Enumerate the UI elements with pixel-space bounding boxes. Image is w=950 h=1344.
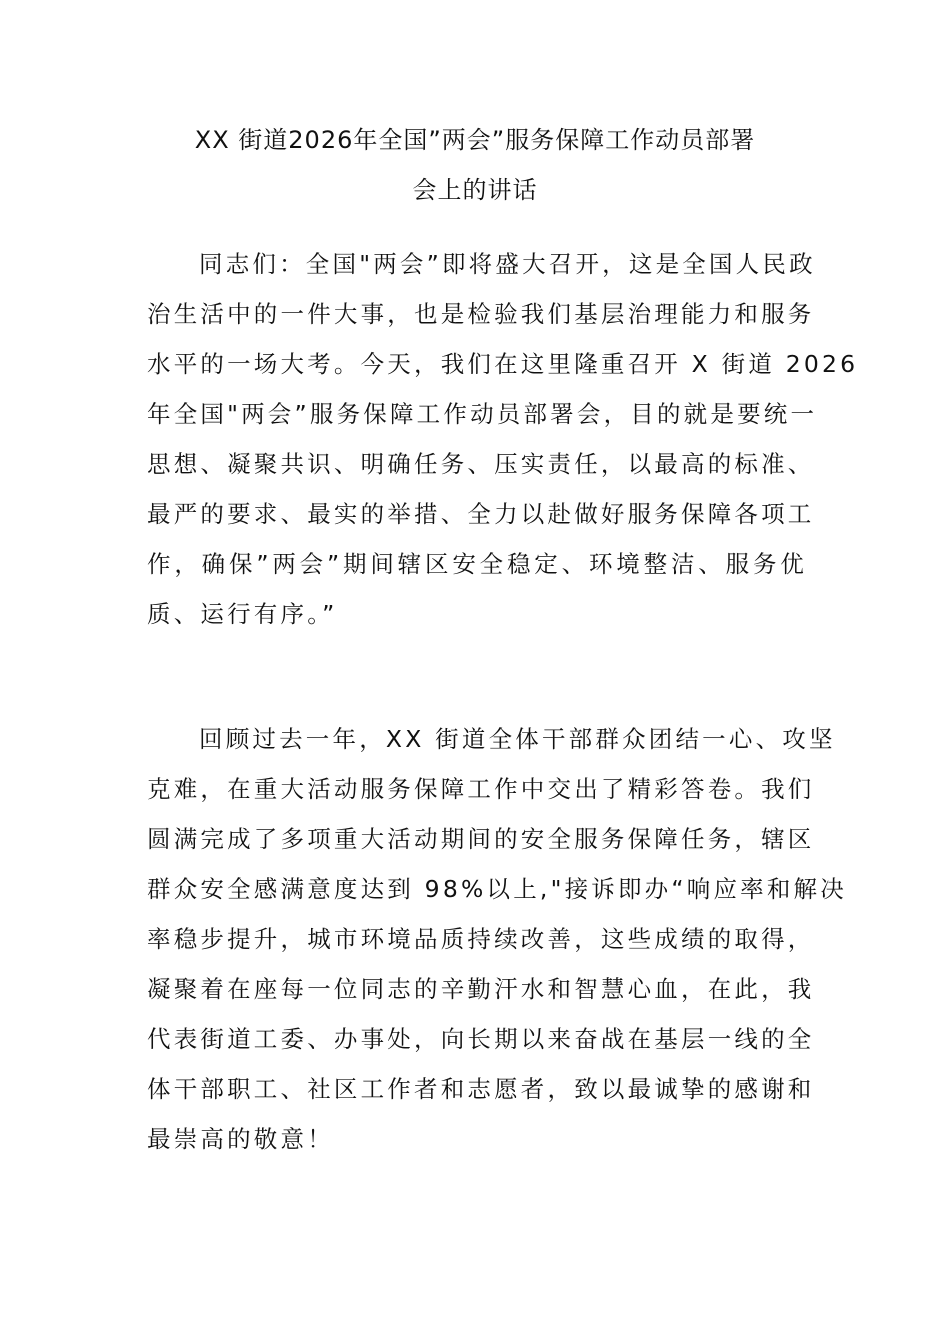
paragraph-line: 体干部职工、社区工作者和志愿者，致以最诚挚的感谢和: [147, 1075, 815, 1103]
paragraph-line: 水平的一场大考。今天，我们在这里隆重召开 X 街道 2026: [147, 350, 859, 378]
paragraph-2: [147, 714, 847, 1164]
paragraph-line: 质、运行有序。”: [147, 600, 338, 628]
paragraph-line: 最崇高的敬意！: [147, 1125, 334, 1153]
paragraph-line: 回顾过去一年，XX 街道全体干部群众团结一心、攻坚: [199, 725, 836, 753]
paragraph-line: 年全国"两会”服务保障工作动员部署会，目的就是要统一: [147, 400, 818, 428]
paragraph-line: 克难，在重大活动服务保障工作中交出了精彩答卷。我们: [147, 775, 815, 803]
paragraph-line: 凝聚着在座每一位同志的辛勤汗水和智慧心血，在此，我: [147, 975, 815, 1003]
paragraph-line: 最严的要求、最实的举措、全力以赴做好服务保障各项工: [147, 500, 815, 528]
paragraph-line: 率稳步提升，城市环境品质持续改善，这些成绩的取得，: [147, 925, 815, 953]
document-title: [140, 115, 810, 215]
paragraph-line: 代表街道工委、办事处，向长期以来奋战在基层一线的全: [147, 1025, 815, 1053]
paragraph-line: 同志们：全国"两会”即将盛大召开，这是全国人民政: [199, 250, 816, 278]
paragraph-line: 作，确保”两会”期间辖区安全稳定、环境整洁、服务优: [147, 550, 807, 578]
paragraph-line: 群众安全感满意度达到 98%以上,"接诉即办“响应率和解决: [147, 875, 847, 903]
paragraph-line: 圆满完成了多项重大活动期间的安全服务保障任务，辖区: [147, 825, 815, 853]
paragraph-1: [147, 239, 859, 639]
title-line-2: 会上的讲话: [412, 176, 538, 204]
paragraph-line: 思想、凝聚共识、明确任务、压实责任，以最高的标准、: [147, 450, 815, 478]
paragraph-line: 治生活中的一件大事，也是检验我们基层治理能力和服务: [147, 300, 815, 328]
title-line-1: XX 街道2026年全国”两会”服务保障工作动员部署: [194, 126, 756, 154]
